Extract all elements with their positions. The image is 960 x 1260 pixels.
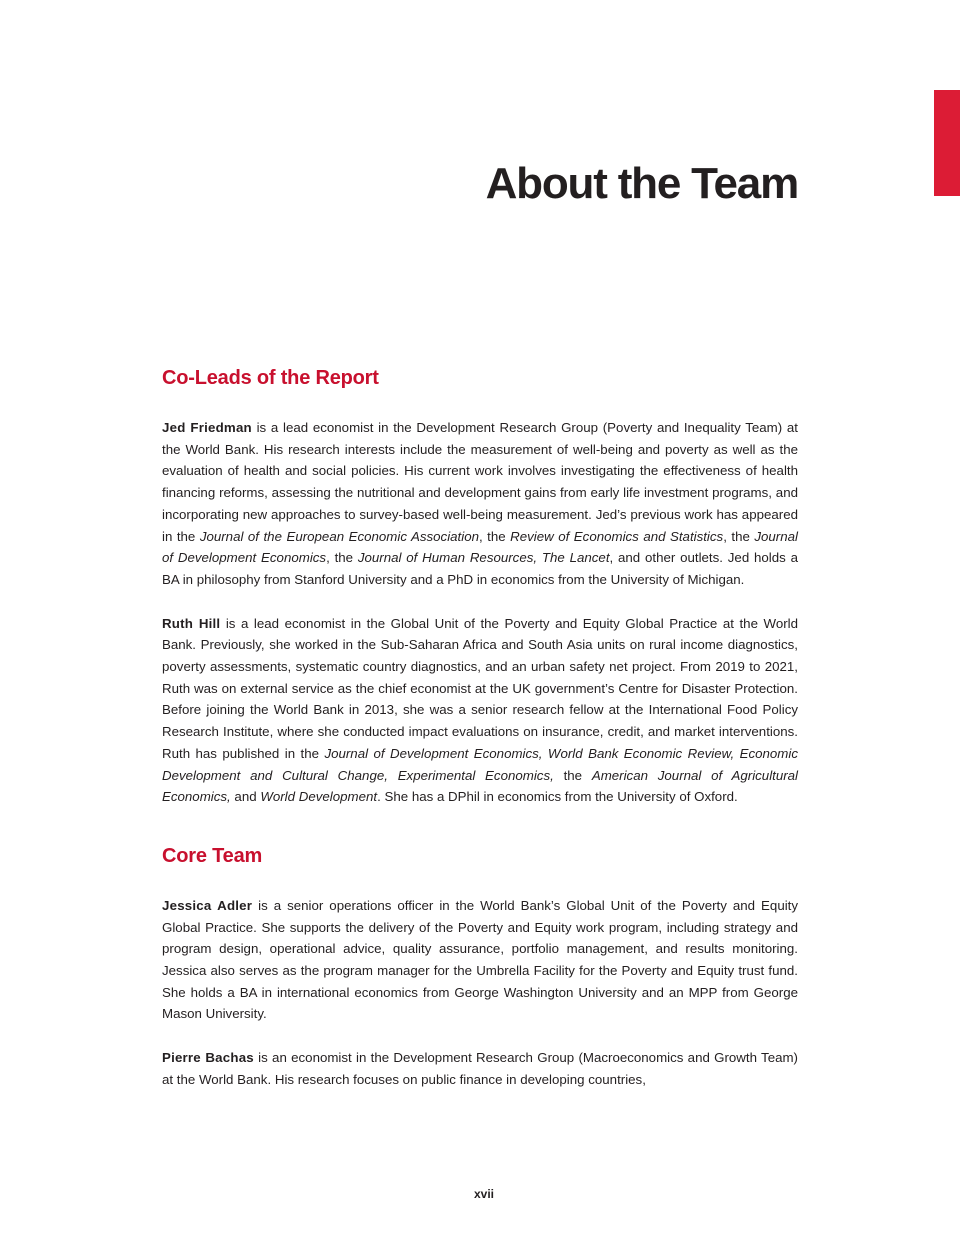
bio-text: . She has a DPhil in economics from the University of Oxford.	[377, 789, 738, 805]
bio-text: is a lead economist in the Development Research Group (Poverty and Inequality Team) at the World Bank. His research interests include the measurement of well-being and poverty as well as the evaluation of health and social policies. His current work involves investigating the effectiveness of health financing reforms, assessing the nutritional and development gains from early life investment programs, and incorporating new approaches to survey-based well-being measurement. Jed’s previous work has appeared in the	[162, 420, 798, 544]
bio-text: is an economist in the Development Research Group (Macroeconomics and Growth Team) at the World Bank. His research focuses on public finance in developing countries,	[162, 1050, 798, 1087]
bio-text: is a senior operations officer in the World Bank’s Global Unit of the Poverty and Equity Global Practice. She supports the delivery of the Poverty and Equity work program, including strategy and program design, operational advice, quality assurance, portfolio management, and results monitoring. Jessica also serves as the program manager for the Umbrella Facility for the Poverty and Equity trust fund. She holds a BA in international economics from George Washington University and an MPP from George Mason University.	[162, 897, 799, 1022]
section-heading-co-leads: Co-Leads of the Report	[162, 367, 379, 389]
journal-title: Review of Economics and Statistics	[510, 528, 724, 544]
bio-name: Jessica Adler	[162, 897, 253, 913]
bio-text: is a lead economist in the Global Unit of the Poverty and Equity Global Practice at the World Bank. Previously, she worked in the Sub-Saharan Africa and South Asia units on rural income diagnostics, poverty assessments, systematic country diagnostics, and an urban safety net project. From 2019 to 2021, Ruth was on external service as the chief economist at the UK government’s Centre for Disaster Protection. Before joining the World Bank in 2013, she was a senior research fellow at the International Food Policy Research Institute, where she conducted impact evaluations on insurance, credit, and market interventions. Ruth has published in the	[162, 615, 798, 761]
bio-name: Jed Friedman	[162, 420, 252, 435]
bio-pierre-bachas	[162, 1047, 798, 1090]
page-content	[162, 364, 798, 1113]
section-spacer	[162, 830, 798, 842]
bio-jessica-adler	[162, 895, 798, 1025]
journal-title: Journal of Development Economics	[162, 528, 798, 566]
journal-title: Journal of Development Economics, World Bank Economic Review, Economic Development and Cultural Change, Experimental Economics,	[162, 745, 798, 783]
section-heading-core-team: Core Team	[162, 844, 263, 867]
bio-text: and	[230, 789, 261, 805]
page-number: xvii	[473, 1187, 494, 1201]
page-title: About the Team	[485, 159, 798, 208]
bio-text: the	[553, 767, 592, 783]
bio-text: , and other outlets. Jed holds a BA in philosophy from Stanford University and a PhD in economics from the University of Michigan.	[162, 550, 798, 587]
journal-title: American Journal of Agricultural Economics,	[162, 767, 799, 805]
journal-title: World Development	[260, 789, 378, 805]
bio-text: , the	[478, 528, 511, 544]
journal-title: Journal of Human Resources, The Lancet	[357, 550, 610, 566]
journal-title: Journal of the European Economic Association	[199, 528, 479, 544]
bio-name: Pierre Bachas	[162, 1050, 254, 1066]
bio-text: , the	[723, 528, 755, 544]
bio-name: Ruth Hill	[162, 615, 221, 631]
bio-ruth-hill	[162, 613, 798, 808]
bio-jed-friedman	[162, 417, 798, 591]
chapter-tab-marker	[934, 90, 960, 196]
bio-text: , the	[326, 550, 358, 566]
